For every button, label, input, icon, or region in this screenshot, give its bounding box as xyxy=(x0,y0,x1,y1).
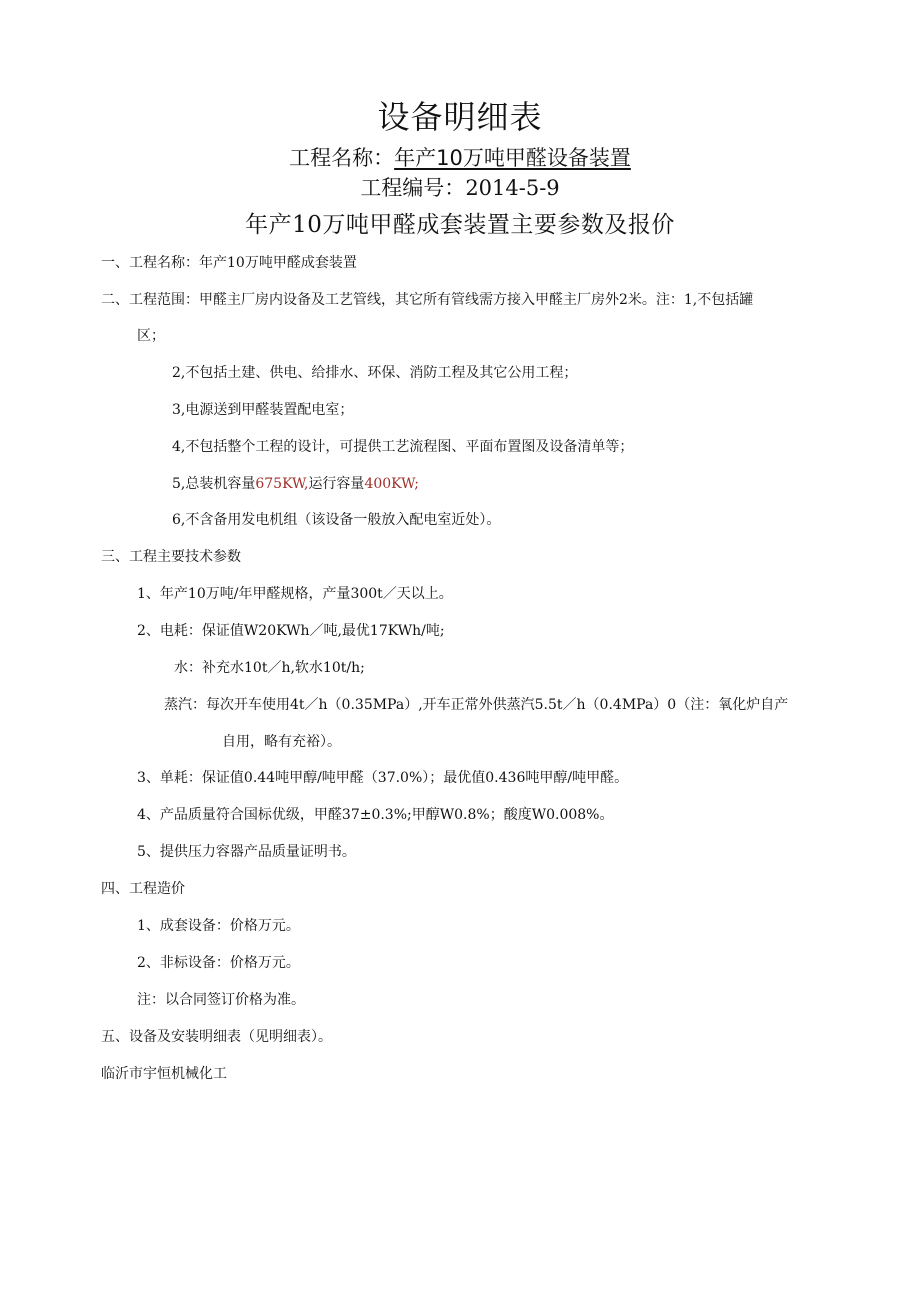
section-3-item-1: 1、年产10万吨/年甲醛规格，产量300t／天以上。 xyxy=(137,586,453,602)
section-3-item-3: 3、单耗：保证值0.44吨甲醇/吨甲醛（37.0%）；最优值0.436吨甲醇/吨甲醛。 xyxy=(137,770,629,786)
project-name-value: 年产10万吨甲醛设备装置 xyxy=(394,146,631,170)
section-2-scope-line: 二、工程范围：甲醛主厂房内设备及工艺管线，其它所有管线需方接入甲醛主厂房外2米。注：1,不包括罐 xyxy=(101,292,754,308)
project-name-label: 工程名称： xyxy=(289,146,395,170)
section-3-water: 水：补充水10t／h,软水10t/h; xyxy=(174,660,365,676)
section-2-scope-continuation: 区； xyxy=(137,328,165,344)
section-2-item-5 xyxy=(172,474,419,494)
section-3-heading: 三、工程主要技术参数 xyxy=(101,549,241,565)
section-4-heading: 四、工程造价 xyxy=(101,881,185,897)
project-number xyxy=(0,172,920,202)
section-5-text: 五、设备及安装明细表（见明细表）。 xyxy=(101,1029,332,1045)
running-capacity-value: 400KW; xyxy=(364,476,420,492)
section-3-item-2: 2、电耗：保证值W20KWh／吨,最优17KWh/吨; xyxy=(137,623,445,639)
section-2-item-2: 2,不包括土建、供电、给排水、环保、消防工程及其它公用工程； xyxy=(172,365,578,381)
project-number-value: 2014-5-9 xyxy=(465,176,560,200)
document-title: 设备明细表 xyxy=(377,98,543,136)
project-name xyxy=(0,142,920,172)
section-3-steam-continuation: 自用，略有充裕）。 xyxy=(222,734,341,750)
section-1-project-name: 一、工程名称：年产10万吨甲醛成套装置 xyxy=(101,255,357,271)
item-5-mid: 运行容量 xyxy=(308,476,365,492)
section-3-steam: 蒸汽：每次开车使用4t／h（0.35MPa）,开车正常外供蒸汽5.5t／h（0.4MPa）0（注：氧化炉自产 xyxy=(164,697,789,713)
section-3-item-5: 5、提供压力容器产品质量证明书。 xyxy=(137,844,356,860)
section-4-item-1: 1、成套设备：价格万元。 xyxy=(137,918,300,934)
section-2-item-4: 4,不包括整个工程的设计，可提供工艺流程图、平面布置图及设备清单等； xyxy=(172,439,634,455)
project-number-label: 工程编号： xyxy=(360,176,466,200)
footer-company: 临沂市宇恒机械化工 xyxy=(101,1066,227,1082)
section-2-item-6: 6,不含备用发电机组（该设备一般放入配电室近处）。 xyxy=(172,512,501,528)
item-5-prefix: 5,总装机容量 xyxy=(172,476,256,492)
section-4-item-2: 2、非标设备：价格万元。 xyxy=(137,955,300,971)
section-4-note: 注：以合同签订价格为准。 xyxy=(137,992,305,1008)
installed-capacity-value: 675KW, xyxy=(255,476,309,492)
document-subtitle: 年产10万吨甲醛成套装置主要参数及报价 xyxy=(245,212,675,238)
section-2-item-3: 3,电源送到甲醛装置配电室； xyxy=(172,402,354,418)
section-3-item-4: 4、产品质量符合国标优级，甲醛37±0.3%;甲醇W0.8%；酸度W0.008%。 xyxy=(137,807,614,823)
